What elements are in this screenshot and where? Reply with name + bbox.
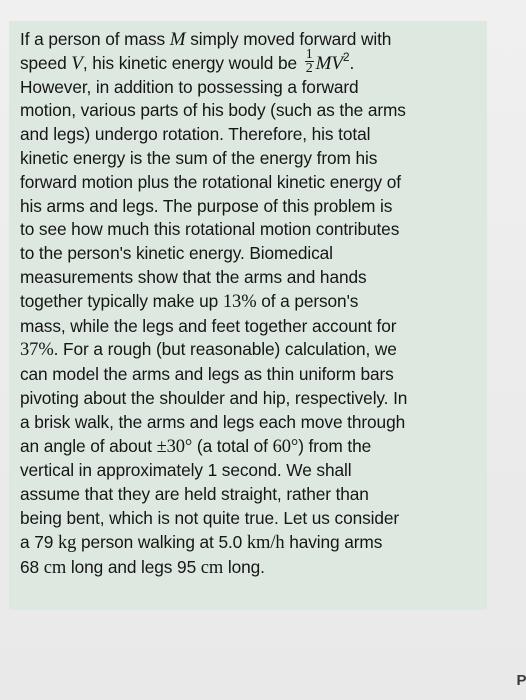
text-line: his arms and legs. The purpose of this problem is — [20, 195, 393, 216]
math-unit: cm — [200, 557, 224, 578]
text-segment: together typically make up — [20, 290, 223, 311]
text-segment: . — [349, 52, 355, 73]
text-line — [20, 556, 490, 581]
text-line: and legs) undergo rotation. Therefore, his total — [20, 124, 371, 145]
math-angle: ±30° — [156, 436, 193, 457]
text-segment: If a person of mass — [20, 29, 170, 49]
math-symbol: V — [71, 52, 83, 74]
text-segment: a 79 — [20, 531, 58, 552]
math-exponent: 2 — [342, 49, 350, 64]
text-line: measurements show that the arms and hands — [20, 266, 367, 287]
text-line — [20, 435, 490, 460]
fraction — [305, 48, 314, 75]
text-line: vertical in approximately 1 second. We shall — [20, 460, 352, 481]
problem-statement — [20, 28, 490, 580]
text-segment: long and legs 95 — [66, 556, 201, 577]
text-line: a brisk walk, the arms and legs each move through — [20, 411, 406, 432]
text-line — [20, 46, 490, 76]
text-segment: of a person's — [256, 290, 359, 311]
text-line: to see how much this rotational motion contributes — [20, 219, 400, 240]
fraction-numerator: 1 — [305, 46, 313, 62]
text-line: pivoting about the shoulder and hip, respectively. In — [20, 387, 408, 408]
text-line: can model the arms and legs as thin uniform bars — [20, 364, 394, 385]
text-segment: an angle of about — [20, 435, 157, 456]
text-segment: speed — [20, 52, 72, 73]
text-line — [20, 290, 490, 315]
text-line — [20, 338, 490, 363]
math-number: 13 — [222, 291, 242, 312]
text-segment: simply moved forward with — [185, 29, 392, 49]
text-line: kinetic energy is the sum of the energy from his — [20, 147, 378, 168]
math-symbol: M — [169, 29, 186, 50]
text-segment: having arms — [284, 531, 383, 552]
text-line — [20, 531, 490, 556]
text-segment: (a total of — [192, 435, 273, 456]
page-corner-label: P — [516, 672, 526, 689]
math-unit: % — [38, 340, 54, 361]
text-line: mass, while the legs and feet together account for — [20, 315, 397, 336]
math-angle: 60° — [272, 436, 299, 457]
text-line — [20, 28, 490, 52]
text-line: However, in addition to possessing a forward — [20, 76, 359, 97]
text-line: assume that they are held straight, rather than — [20, 484, 369, 505]
math-unit: cm — [43, 557, 67, 578]
text-line: motion, various parts of his body (such as the arms — [20, 100, 406, 121]
text-segment: 68 — [20, 556, 44, 577]
text-segment: ) from the — [298, 435, 372, 456]
text-line: forward motion plus the rotational kinetic energy of — [20, 171, 401, 192]
text-segment: person walking at 5.0 — [76, 531, 247, 552]
math-unit: kg — [57, 532, 77, 553]
text-line: to the person's kinetic energy. Biomedical — [20, 243, 333, 264]
text-segment: long. — [223, 556, 265, 577]
math-unit: % — [241, 291, 257, 312]
math-expression: MV — [315, 52, 343, 74]
math-unit: km/h — [246, 532, 285, 553]
math-number: 37 — [20, 340, 39, 361]
text-segment: . For a rough (but reasonable) calculation, we — [53, 339, 397, 360]
text-line: being bent, which is not quite true. Let us consider — [20, 507, 400, 528]
fraction-denominator: 2 — [305, 60, 313, 76]
text-segment: , his kinetic energy would be — [82, 52, 302, 73]
